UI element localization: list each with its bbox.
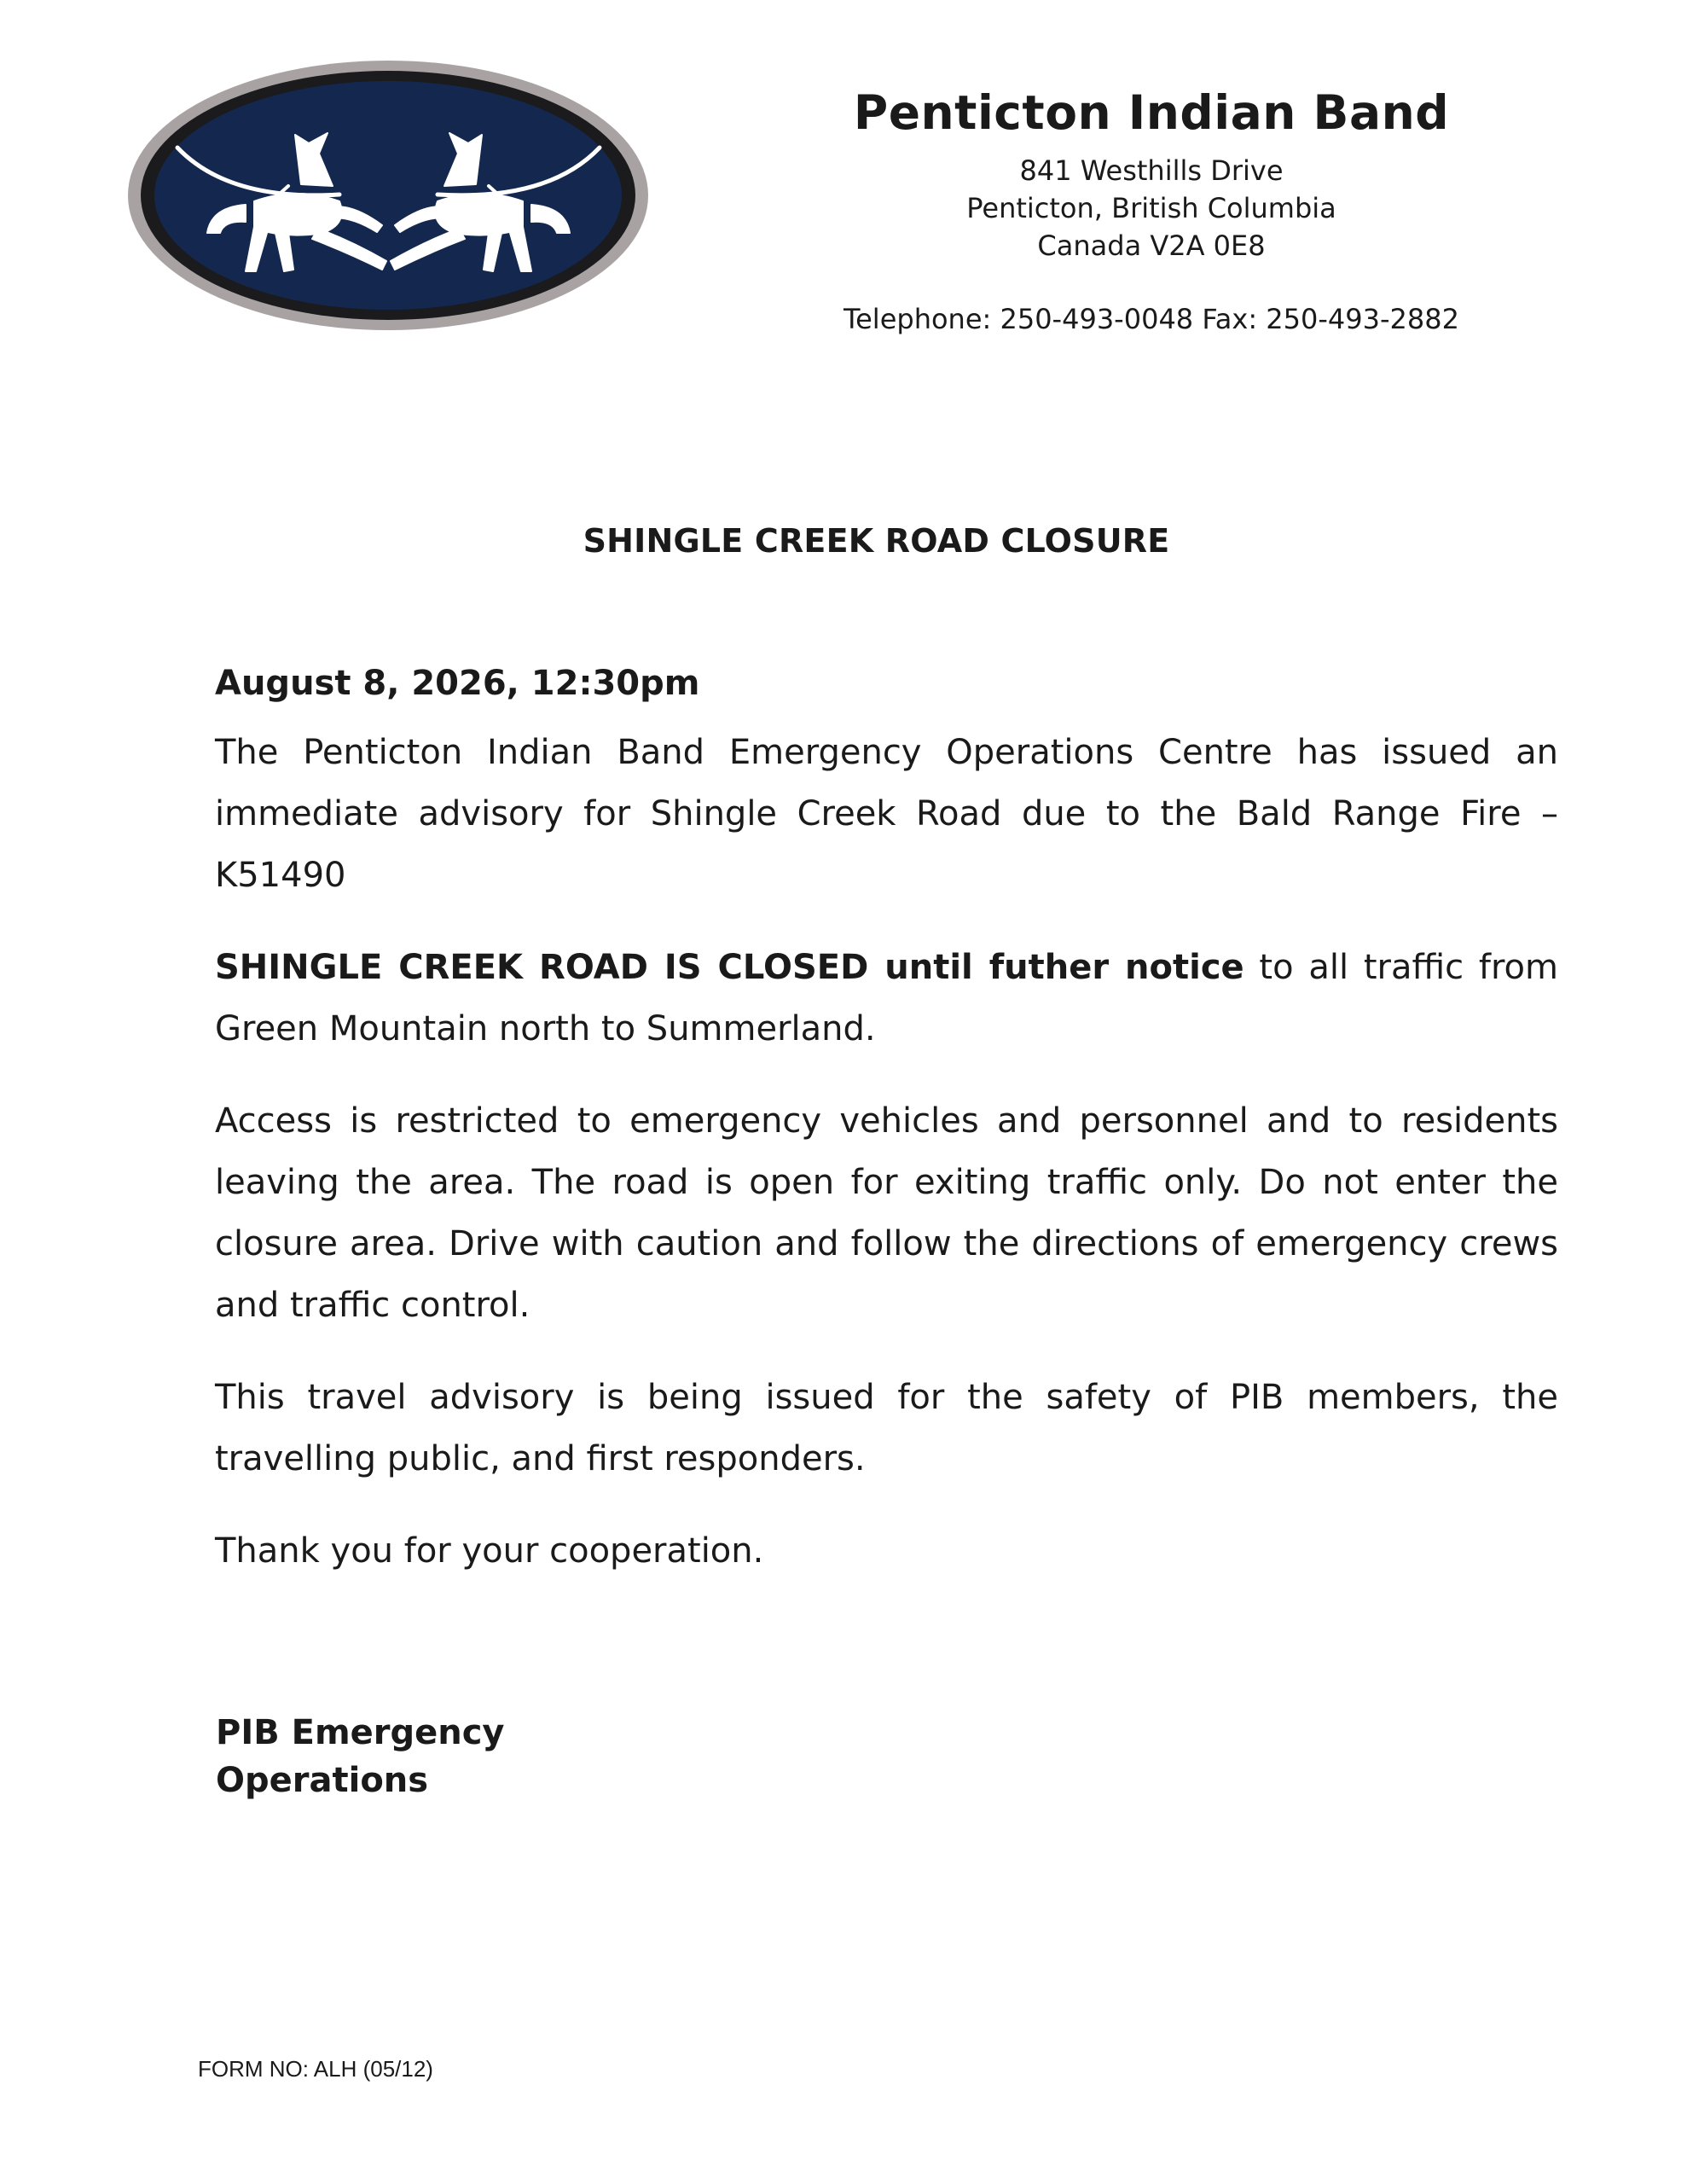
paragraph-advisory: The Penticton Indian Band Emergency Operations Centre has issued an immediate advisory for Shingle Creek Road due to the Bald Range Fire – K51490 [215,733,1558,895]
signature-block [216,1709,505,1804]
closure-detail: to all traffic from Green Mountain north to Summerland. [215,948,1558,1048]
penticton-indian-band-logo-icon [126,58,651,333]
signature-line-2: Operations [216,1761,429,1800]
form-number: FORM NO: ALH (05/12) [198,2056,433,2082]
notice-body [215,664,1558,1612]
org-name: Penticton Indian Band [853,85,1450,140]
phone-fax-line: Telephone: 250-493-0048 Fax: 250-493-2882 [844,303,1459,335]
paragraph-access: Access is restricted to emergency vehicles and personnel and to residents leaving the area. The road is open for exiting traffic only. Do not enter the closure area. Drive with caution and follow the directions of emergency crews and traffic control. [215,1101,1558,1325]
letterhead [819,85,1484,338]
paragraph-thanks: Thank you for your cooperation. [215,1531,764,1571]
paragraph-safety: This travel advisory is being issued for the safety of PIB members, the travelling public, and first responders. [215,1378,1558,1478]
address-line-2: Penticton, British Columbia [966,192,1336,224]
closure-emphasis: SHINGLE CREEK ROAD IS CLOSED until futher notice [215,948,1244,987]
notice-dateline: August 8, 2026, 12:30pm [215,664,700,703]
address-line-3: Canada V2A 0E8 [1037,229,1266,262]
notice-title: SHINGLE CREEK ROAD CLOSURE [583,522,1170,560]
address-line-1: 841 Westhills Drive [1019,154,1284,187]
paragraph-closure [215,937,1558,1060]
signature-line-1: PIB Emergency [216,1713,505,1752]
